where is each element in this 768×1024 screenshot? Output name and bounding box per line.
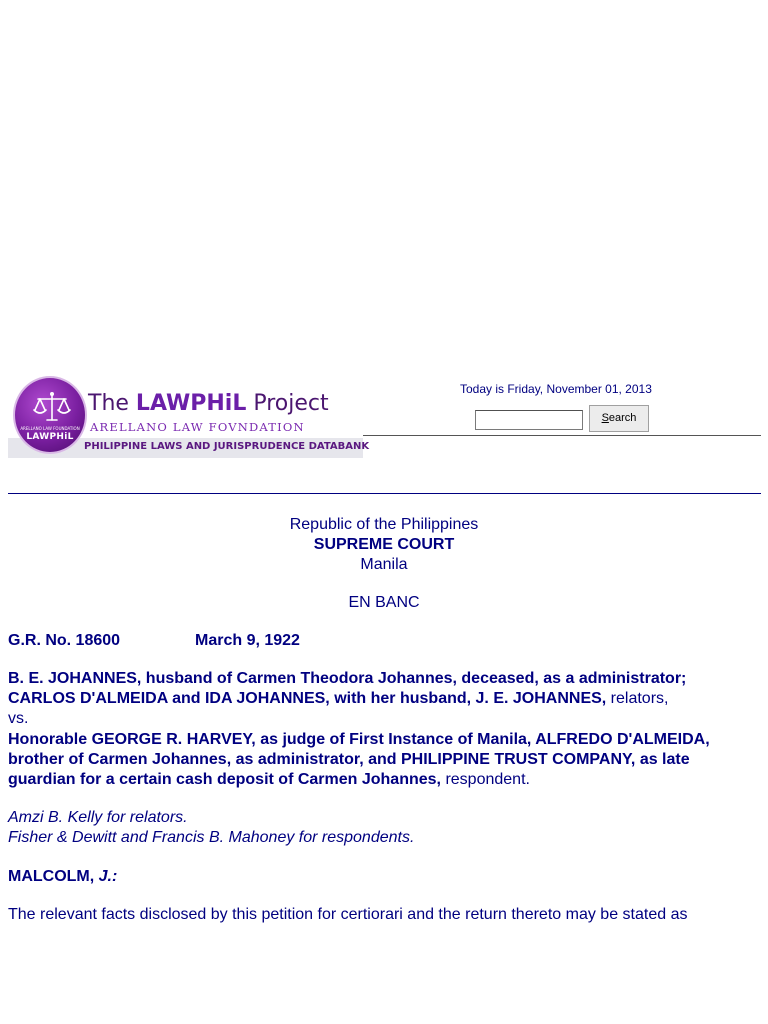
emblem-small-text: ARELLANO LAW FOUNDATION <box>20 426 80 431</box>
scales-of-justice-icon <box>32 390 72 424</box>
respondents-line-2: brother of Carmen Johannes, as administrator, and PHILIPPINE TRUST COMPANY, as late <box>8 751 690 768</box>
case-number-line <box>8 632 708 650</box>
versus: vs. <box>8 710 29 727</box>
header-divider <box>363 435 761 436</box>
logo-title-main: LAWPHiL <box>135 391 247 416</box>
ponente <box>8 868 117 886</box>
division: EN BANC <box>348 594 420 611</box>
petitioners-line-2 <box>8 690 668 708</box>
petitioners-line-1: B. E. JOHANNES, husband of Carmen Theodora Johannes, deceased, as a administrator; <box>8 670 687 687</box>
lawphil-logo[interactable] <box>8 375 370 459</box>
decision-body-paragraph: The relevant facts disclosed by this petition for certiorari and the return thereto may be stated as <box>8 906 688 923</box>
logo-emblem-icon <box>13 376 87 454</box>
current-date: Today is Friday, November 01, 2013 <box>460 382 652 396</box>
decision-date: March 9, 1922 <box>195 632 300 649</box>
search-input[interactable] <box>475 410 583 430</box>
respondents-role: respondent. <box>441 771 530 788</box>
search-button-accel: S <box>601 412 609 424</box>
emblem-name: LAWPHiL <box>26 432 74 442</box>
search-button-label: earch <box>608 412 637 424</box>
logo-title <box>88 391 329 416</box>
respondents-line-3 <box>8 771 530 789</box>
site-header <box>8 375 761 460</box>
ponente-name: MALCOLM, <box>8 868 99 885</box>
search-button[interactable] <box>589 405 649 432</box>
republic-line: Republic of the Philippines <box>289 516 479 533</box>
petitioners-role: relators, <box>606 690 669 707</box>
respondents-names: guardian for a certain cash deposit of Carmen Johannes, <box>8 771 441 788</box>
logo-tagline: PHILIPPINE LAWS AND JURISPRUDENCE DATABANK <box>84 441 370 452</box>
court-city: Manila <box>360 556 408 573</box>
ponente-title: J.: <box>98 868 118 885</box>
court-name: SUPREME COURT <box>313 536 455 553</box>
counsel-respondents: Fisher & Dewitt and Francis B. Mahoney for respondents. <box>8 829 415 846</box>
counsel-relators: Amzi B. Kelly for relators. <box>8 809 188 826</box>
gr-number: G.R. No. 18600 <box>8 632 121 649</box>
petitioners-names: CARLOS D'ALMEIDA and IDA JOHANNES, with her husband, J. E. JOHANNES, <box>8 690 607 707</box>
logo-title-suffix: Project <box>246 391 329 416</box>
content-divider <box>8 493 761 494</box>
logo-subtitle: ARELLANO LAW FOVNDATION <box>90 420 305 434</box>
logo-title-prefix: The <box>88 391 136 416</box>
respondents-line-1: Honorable GEORGE R. HARVEY, as judge of First Instance of Manila, ALFREDO D'ALMEIDA, <box>8 731 710 748</box>
